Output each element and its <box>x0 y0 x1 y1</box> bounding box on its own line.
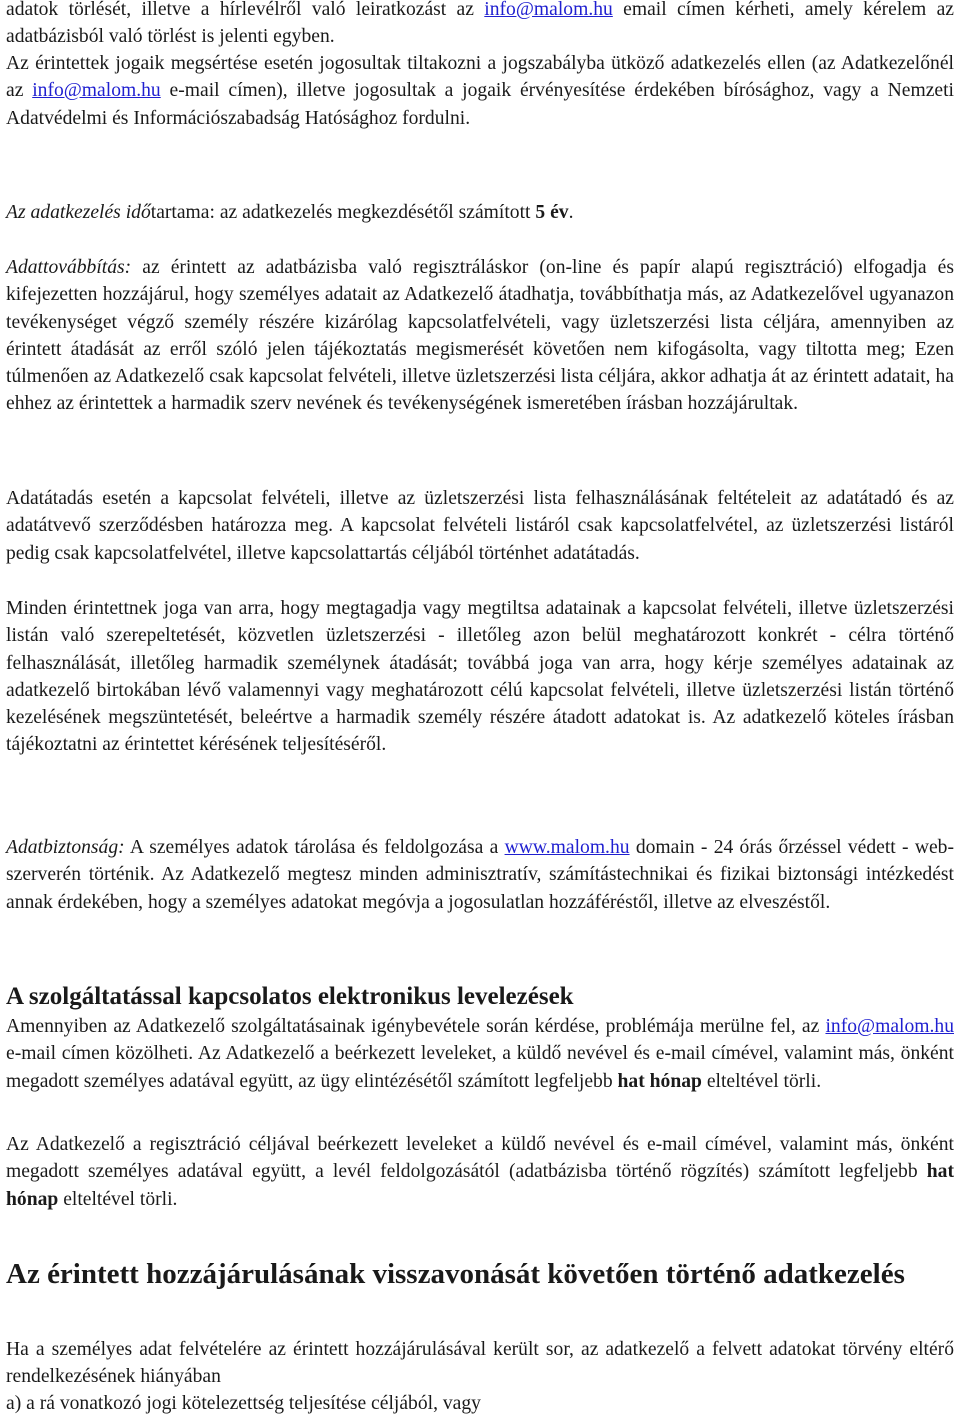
email-link[interactable]: info@malom.hu <box>825 1016 954 1037</box>
list-item-a: a) a rá vonatkozó jogi kötelezettség teljesítése céljából, vagy <box>6 1393 481 1414</box>
email-link[interactable]: info@malom.hu <box>484 0 613 20</box>
text: elteltével törli. <box>701 1070 822 1092</box>
text: . <box>568 202 574 223</box>
text: adatok törlését, illetve a hírlevélről való leiratkozást az <box>6 0 485 20</box>
paragraph-registration-letters <box>6 1131 954 1213</box>
retention-period: hat hónap <box>617 1070 702 1092</box>
paragraph-duration <box>6 199 954 226</box>
website-link[interactable]: www.malom.hu <box>504 837 630 858</box>
heading-electronic-correspondence: A szolgáltatással kapcsolatos elektronikus levelezések <box>6 983 574 1010</box>
paragraph-rights <box>6 50 954 132</box>
text: domain - 24 órás őrzéssel védett - web-szerverén történik. Az Adatkezelő megtesz minden adminisztratív, számítástechnikai és fizikai biztonsági intézkedést annak érdekében, hogy a személyes adatokat megóvja a jogosulatlan hozzáféréstől, illetve az elveszéstől. <box>6 837 954 913</box>
text: Amennyiben az Adatkezelő szolgáltatásainak igénybevétele során kérdése, problémája merülne fel, az <box>6 1016 826 1037</box>
email-link[interactable]: info@malom.hu <box>32 80 161 102</box>
text: e-mail címen közölheti. Az Adatkezelő a beérkezett leveleket, a küldő nevével és e-mail címével, valamint más, önként megadott személyes adatával együtt, az ügy elintézésétől számított legfeljebb <box>6 1043 954 1092</box>
paragraph-objection-rights: Minden érintettnek joga van arra, hogy megtagadja vagy megtiltsa adatainak a kapcsolat felvételi, illetve üzletszerzési listán való szerepeltetését, közvetlen üzletszerzési - illetőleg azon belül meghatározott konkrét - célra történő felhasználását, illetőleg harmadik személynek átadását; továbbá joga van arra, hogy kérje személyes adatainak az adatkezelő birtokában lévő valamennyi vagy meghatározott célú kapcsolat felvételi, illetve üzletszerzési listán történő kezelésének megszüntetését, beleértve a harmadik személy részére átadott adatokat is. Az adatkezelő köteles írásban tájékoztatni az érintettet kérésének teljesítéséről. <box>6 598 954 756</box>
text: email címen kérheti, amely kérelem az adatbázisból való törlést is jelenti egyben. <box>6 0 954 48</box>
text: A személyes adatok tárolása és feldolgozása a <box>124 837 505 858</box>
heading-consent-withdrawal: Az érintett hozzájárulásának visszavonását követően történő adatkezelés <box>6 1258 905 1290</box>
section-label: Adatbiztonság: <box>6 837 125 858</box>
retention-period: hat hónap <box>6 1161 954 1210</box>
paragraph-correspondence <box>6 1013 954 1095</box>
text: az érintett az adatbázisba való regisztráláskor (on-line és papír alapú regisztráció) elfogadja és kifejezetten hozzájárul, hogy személyes adatait az Adatkezelő átadhatja, továbbíthatja más, az Adatkezelővel ugyanazon tevékenységet végző személy részére kizárólag kapcsolatfelvételi, vagy üzletszerzési lista céljára, amennyiben az érintett átadását az erről szóló jelen tájékoztatás megismerését követően nem kifogásolta, vagy tiltotta meg; Ezen túlmenően az Adatkezelő csak kapcsolat felvételi, illetve üzletszerzési lista céljára, akkor adhatja át az érintett adatait, ha ehhez az érintettek a harmadik szerv nevének és tevékenységének ismeretében írásban hozzájárultak. <box>6 257 954 415</box>
paragraph-transfer-conditions: Adatátadás esetén a kapcsolat felvételi, illetve az üzletszerzési lista felhasználásának feltételeit az adatátadó és az adatátvevő szerződésben határozza meg. A kapcsolat felvételi listáról csak kapcsolatfelvétel, az üzletszerzési listáról pedig csak kapcsolatfelvétel, illetve kapcsolattartás céljából történhet adatátadás. <box>6 488 954 564</box>
text: elteltével törli. <box>58 1188 178 1210</box>
text: Az érintettek jogaik megsértése esetén jogosultak tiltakozni a jogszabályba ütköző adatkezelés ellen (az Adatkezelőnél az <box>6 53 954 102</box>
paragraph-consent-withdrawal: Ha a személyes adat felvételére az érintett hozzájárulásával került sor, az adatkezelő a felvett adatokat törvény eltérő rendelkezésének hiányában <box>6 1339 954 1388</box>
paragraph-deletion-request <box>6 0 954 51</box>
duration-value: 5 év <box>535 202 569 223</box>
duration-label: Az adatkezelés idő <box>6 202 151 223</box>
paragraph-data-transfer <box>6 254 954 418</box>
paragraph-data-security <box>6 834 954 916</box>
text: Az Adatkezelő a regisztráció céljával beérkezett leveleket a küldő nevével és e-mail címével, valamint más, önként megadott személyes adatával együtt, a levél feldolgozásától (adatbázisba történő rögzítés) számított legfeljebb <box>6 1134 954 1183</box>
text: e-mail címen), illetve jogosultak a jogaik érvényesítése érdekében bírósághoz, vagy a Nemzeti Adatvédelmi és Információszabadság Hatósághoz fordulni. <box>6 80 954 129</box>
text: tartama: az adatkezelés megkezdésétől számított <box>150 202 536 223</box>
section-label: Adattovábbítás: <box>6 257 132 278</box>
